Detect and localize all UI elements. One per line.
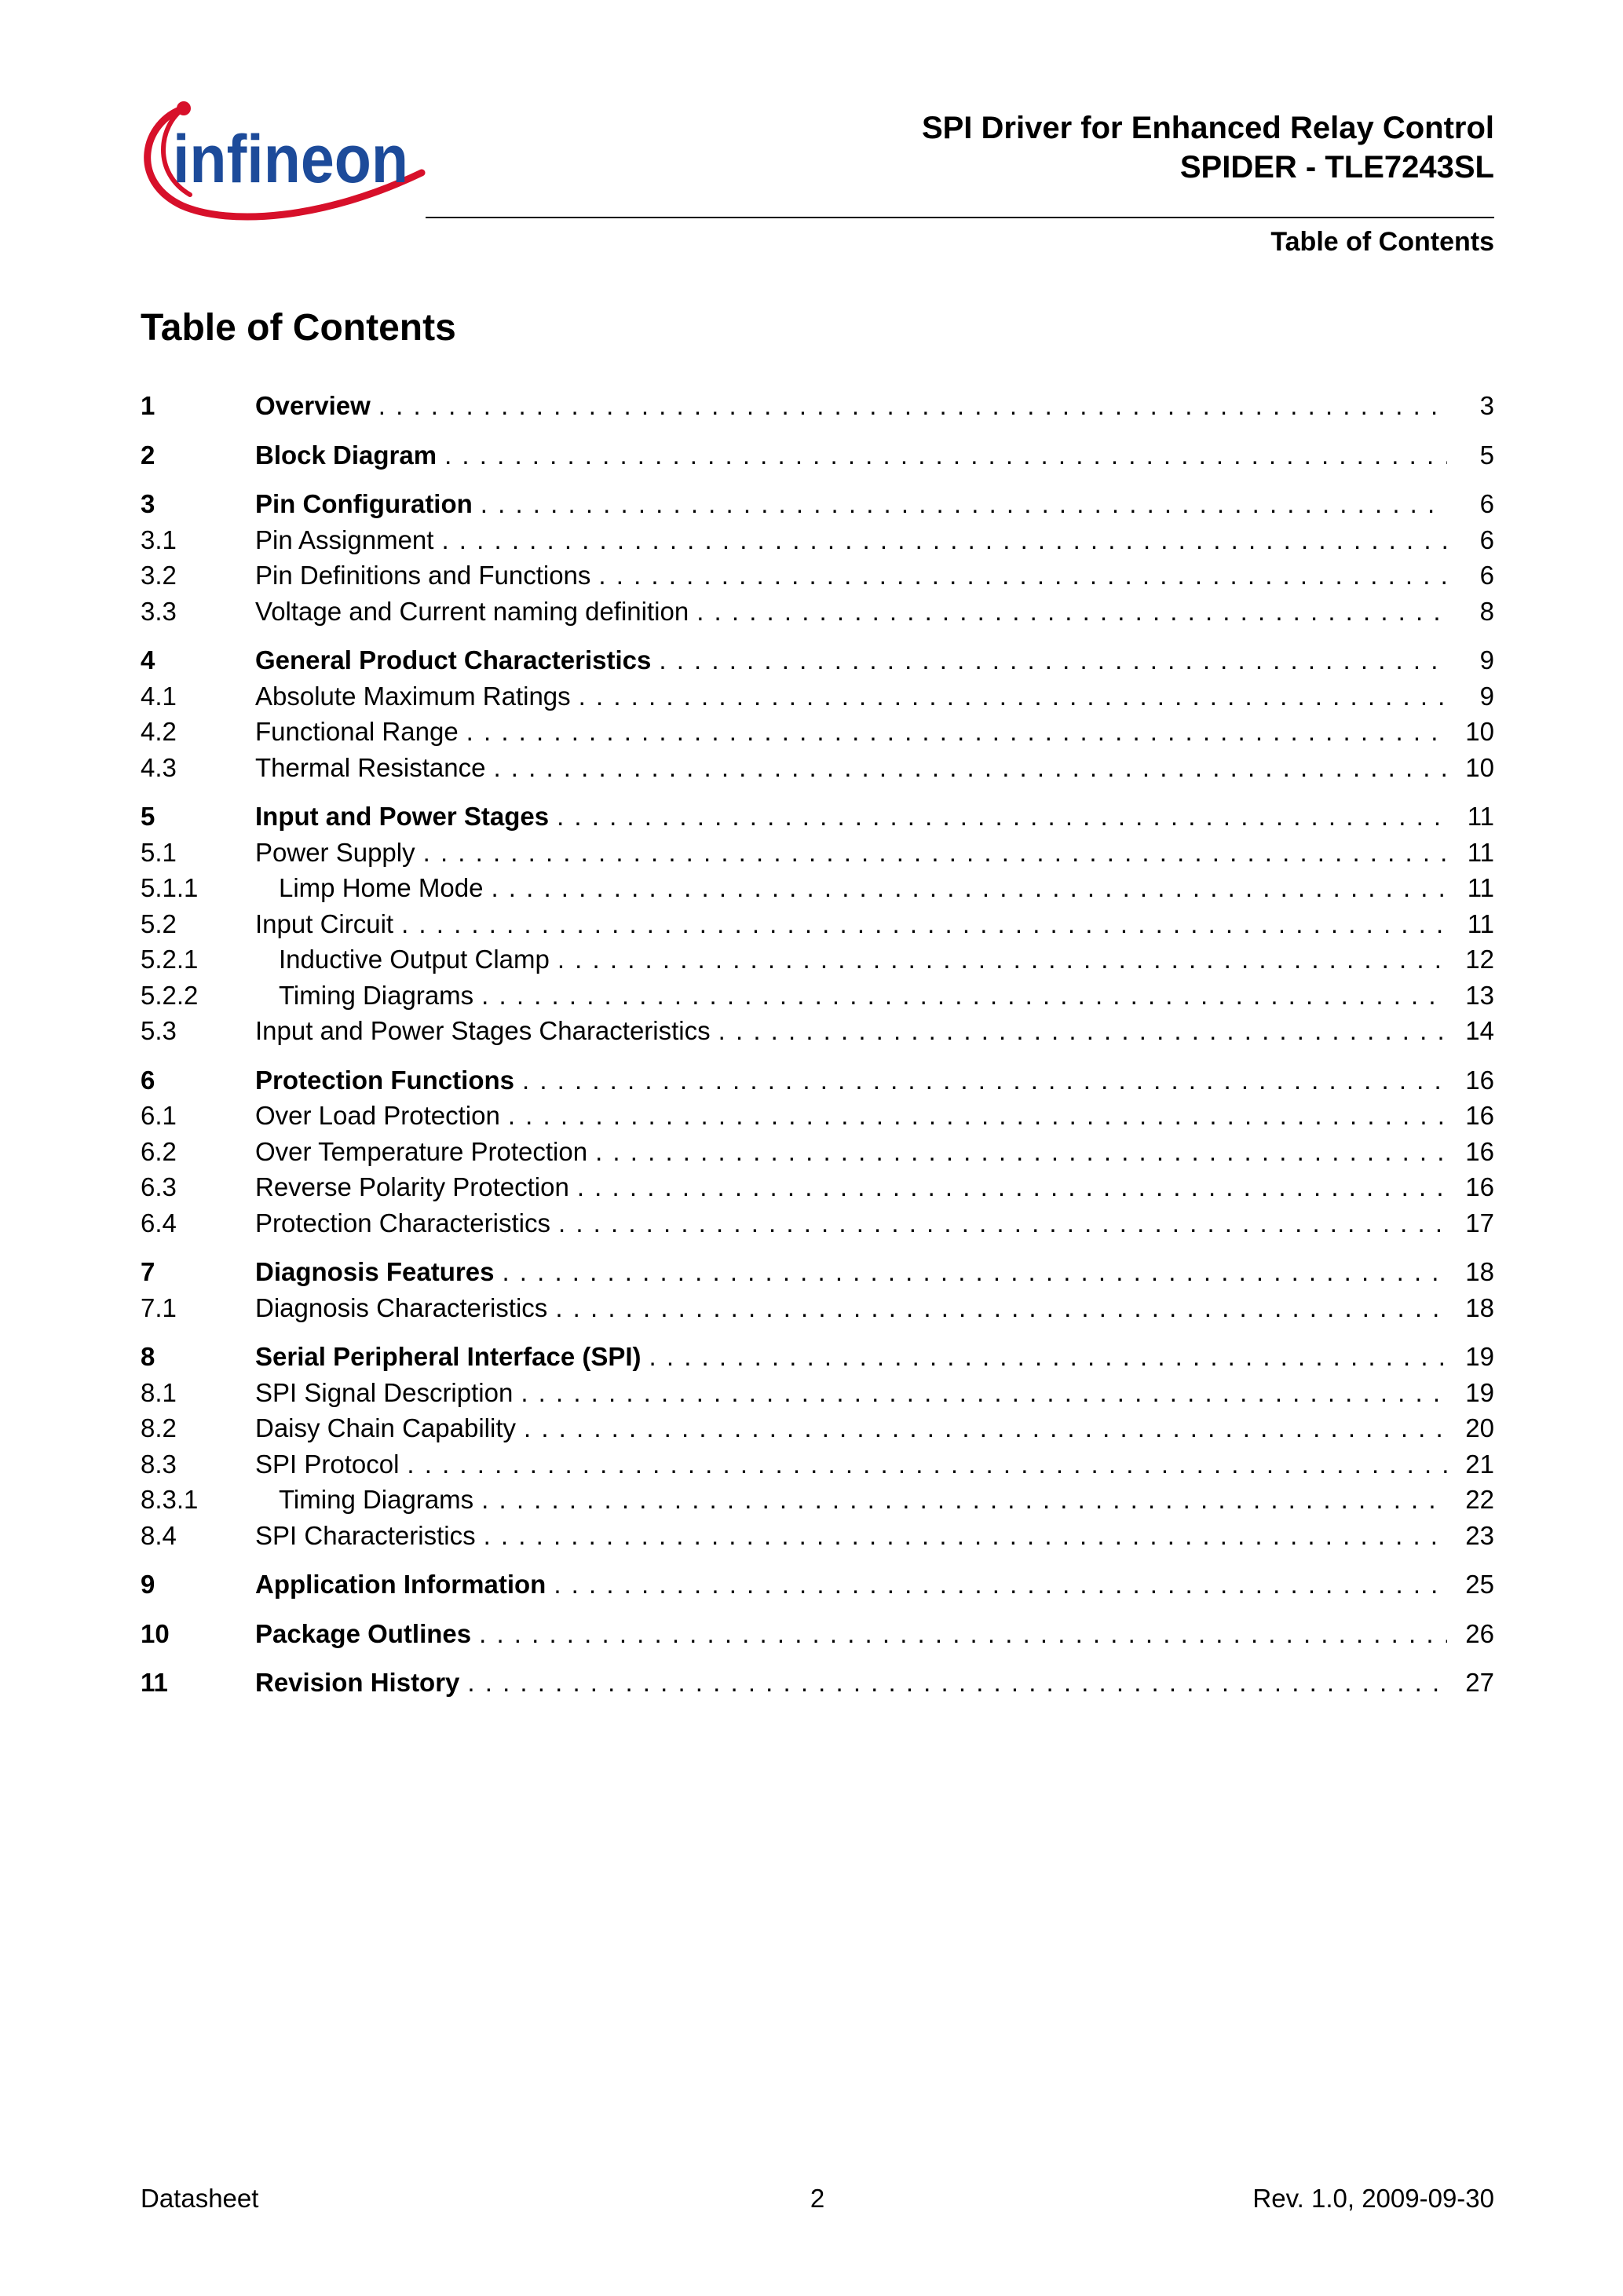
toc-entry-number: 6.3 — [141, 1172, 177, 1201]
toc-dot-leader — [467, 1668, 1447, 1698]
table-of-contents — [141, 391, 1494, 1704]
toc-entry[interactable] — [141, 1016, 1494, 1052]
footer-doc-type: Datasheet — [141, 2184, 259, 2213]
toc-dot-leader — [491, 873, 1447, 903]
toc-entry-number: 5.2 — [141, 909, 177, 938]
toc-entry[interactable] — [141, 1668, 1494, 1704]
toc-entry[interactable] — [141, 1172, 1494, 1208]
toc-entry-number: 10 — [141, 1618, 170, 1648]
toc-entry-title[interactable]: Limp Home Mode — [279, 873, 484, 902]
logo-text: infineon — [173, 122, 408, 197]
toc-dot-leader — [481, 981, 1447, 1011]
toc-entry-title[interactable]: Pin Configuration — [255, 489, 473, 518]
toc-entry[interactable] — [141, 1521, 1494, 1557]
toc-entry-title[interactable]: Diagnosis Features — [255, 1257, 495, 1286]
toc-entry-page[interactable]: 5 — [1479, 440, 1494, 470]
toc-entry-number: 5.1 — [141, 837, 177, 867]
footer-page-number: 2 — [810, 2184, 825, 2213]
toc-dot-leader — [579, 682, 1447, 711]
toc-entry-number: 4 — [141, 645, 155, 675]
toc-entry-number: 8.3 — [141, 1449, 177, 1479]
page-title: Table of Contents — [141, 307, 456, 349]
toc-entry-title[interactable]: Package Outlines — [255, 1618, 472, 1648]
toc-entry-page[interactable]: 12 — [1465, 945, 1494, 974]
toc-entry-title[interactable]: Protection Characteristics — [255, 1208, 550, 1238]
toc-dot-leader — [598, 561, 1447, 590]
toc-entry[interactable] — [141, 561, 1494, 597]
header-section-label: Table of Contents — [1270, 227, 1494, 257]
toc-entry-page[interactable]: 16 — [1465, 1172, 1494, 1201]
header-divider — [426, 217, 1494, 218]
toc-entry-title[interactable]: SPI Protocol — [255, 1449, 400, 1479]
toc-entry-title[interactable]: Functional Range — [255, 717, 459, 746]
toc-entry-title[interactable]: Input Circuit — [255, 909, 394, 938]
toc-entry-page[interactable]: 25 — [1465, 1570, 1494, 1599]
toc-entry-number: 4.2 — [141, 717, 177, 746]
toc-entry[interactable] — [141, 1450, 1494, 1486]
toc-dot-leader — [557, 945, 1447, 974]
toc-entry[interactable] — [141, 717, 1494, 753]
toc-entry-title[interactable]: Over Load Protection — [255, 1101, 500, 1130]
toc-entry[interactable] — [141, 1137, 1494, 1173]
toc-entry[interactable] — [141, 682, 1494, 718]
toc-entry-number: 8.3.1 — [141, 1485, 199, 1514]
toc-entry-title[interactable]: Voltage and Current naming definition — [255, 596, 689, 626]
toc-dot-leader — [521, 1378, 1447, 1408]
toc-entry[interactable] — [141, 1378, 1494, 1414]
toc-entry-title[interactable]: Reverse Polarity Protection — [255, 1172, 569, 1201]
toc-entry-title[interactable]: SPI Characteristics — [255, 1520, 476, 1550]
toc-dot-leader — [557, 802, 1447, 832]
toc-entry-title[interactable]: Thermal Resistance — [255, 752, 486, 782]
toc-entry-page[interactable]: 13 — [1465, 980, 1494, 1010]
toc-dot-leader — [696, 597, 1447, 627]
toc-dot-leader — [407, 1450, 1447, 1479]
toc-entry-title[interactable]: Application Information — [255, 1570, 546, 1599]
toc-entry[interactable] — [141, 645, 1494, 682]
toc-entry-page[interactable]: 20 — [1465, 1413, 1494, 1442]
toc-entry-number: 8.2 — [141, 1413, 177, 1442]
toc-entry-page[interactable]: 6 — [1479, 489, 1494, 518]
toc-entry-title[interactable]: Absolute Maximum Ratings — [255, 681, 571, 711]
toc-entry[interactable] — [141, 802, 1494, 838]
toc-entry[interactable] — [141, 489, 1494, 525]
toc-entry-title[interactable]: Pin Definitions and Functions — [255, 561, 591, 590]
toc-entry[interactable] — [141, 873, 1494, 909]
toc-entry-page[interactable]: 16 — [1465, 1136, 1494, 1166]
toc-entry-page[interactable]: 3 — [1479, 391, 1494, 420]
toc-dot-leader — [444, 441, 1447, 470]
toc-entry-number: 3.2 — [141, 561, 177, 590]
toc-entry-page[interactable]: 19 — [1465, 1342, 1494, 1371]
toc-entry-number: 5 — [141, 802, 155, 831]
toc-dot-leader — [554, 1570, 1447, 1600]
toc-dot-leader — [481, 1485, 1447, 1515]
toc-entry-page[interactable]: 16 — [1465, 1101, 1494, 1130]
toc-entry-title[interactable]: Daisy Chain Capability — [255, 1413, 516, 1442]
toc-entry-number: 11 — [141, 1668, 168, 1697]
toc-entry-page[interactable]: 17 — [1465, 1208, 1494, 1238]
toc-entry-page[interactable]: 9 — [1479, 681, 1494, 711]
toc-dot-leader — [555, 1293, 1447, 1323]
toc-entry-number: 5.2.1 — [141, 945, 199, 974]
toc-entry-number: 3 — [141, 489, 155, 518]
document-title — [922, 108, 1494, 187]
toc-entry-number: 9 — [141, 1570, 155, 1599]
toc-entry[interactable] — [141, 1485, 1494, 1521]
toc-entry-page[interactable]: 14 — [1465, 1016, 1494, 1045]
toc-entry-number: 3.1 — [141, 525, 177, 554]
toc-dot-leader — [502, 1257, 1447, 1287]
toc-dot-leader — [466, 717, 1447, 747]
toc-entry-page[interactable]: 11 — [1467, 909, 1494, 938]
toc-dot-leader — [493, 753, 1447, 783]
toc-entry-page[interactable]: 11 — [1467, 873, 1494, 902]
toc-entry-number: 3.3 — [141, 596, 177, 626]
toc-entry-number: 7.1 — [141, 1292, 177, 1322]
toc-entry-number: 6.4 — [141, 1208, 177, 1238]
toc-entry-page[interactable]: 18 — [1465, 1292, 1494, 1322]
toc-entry-title[interactable]: Diagnosis Characteristics — [255, 1292, 548, 1322]
toc-entry-page[interactable]: 9 — [1479, 645, 1494, 675]
toc-dot-leader — [481, 489, 1447, 519]
toc-dot-leader — [479, 1619, 1447, 1649]
toc-entry-number: 5.3 — [141, 1016, 177, 1045]
toc-entry[interactable] — [141, 1413, 1494, 1450]
toc-dot-leader — [508, 1101, 1447, 1131]
toc-entry[interactable] — [141, 981, 1494, 1017]
toc-entry-number: 4.1 — [141, 681, 177, 711]
toc-entry-page[interactable]: 10 — [1465, 717, 1494, 746]
toc-entry-number: 8.1 — [141, 1377, 177, 1407]
toc-entry[interactable] — [141, 525, 1494, 561]
toc-entry-title[interactable]: Pin Assignment — [255, 525, 434, 554]
toc-entry-number: 1 — [141, 391, 155, 420]
toc-entry-title[interactable]: Input and Power Stages — [255, 802, 550, 831]
toc-entry-page[interactable]: 18 — [1465, 1257, 1494, 1286]
toc-dot-leader — [524, 1413, 1447, 1443]
toc-entry-page[interactable]: 22 — [1465, 1485, 1494, 1514]
toc-entry-page[interactable]: 26 — [1465, 1618, 1494, 1648]
toc-entry-page[interactable]: 11 — [1467, 837, 1494, 867]
toc-entry-title[interactable]: Block Diagram — [255, 440, 437, 470]
toc-entry-page[interactable]: 6 — [1479, 525, 1494, 554]
toc-entry-page[interactable]: 16 — [1465, 1065, 1494, 1095]
infineon-logo — [135, 86, 433, 228]
toc-entry-number: 5.1.1 — [141, 873, 199, 902]
toc-dot-leader — [595, 1137, 1447, 1167]
toc-entry[interactable] — [141, 441, 1494, 477]
toc-entry-title[interactable]: Inductive Output Clamp — [279, 945, 550, 974]
toc-entry-number: 4.3 — [141, 752, 177, 782]
toc-entry-title[interactable]: SPI Signal Description — [255, 1377, 514, 1407]
toc-entry-page[interactable]: 27 — [1465, 1668, 1494, 1697]
toc-entry[interactable] — [141, 838, 1494, 874]
toc-entry-title[interactable]: Timing Diagrams — [279, 1485, 474, 1514]
toc-entry-page[interactable]: 6 — [1479, 561, 1494, 590]
toc-entry-number: 6.2 — [141, 1136, 177, 1166]
toc-entry[interactable] — [141, 1066, 1494, 1102]
toc-entry-page[interactable]: 19 — [1465, 1377, 1494, 1407]
toc-entry[interactable] — [141, 1342, 1494, 1378]
toc-entry-title[interactable]: Serial Peripheral Interface (SPI) — [255, 1342, 642, 1371]
toc-entry-title[interactable]: Protection Functions — [255, 1065, 514, 1095]
toc-entry-number: 6 — [141, 1065, 155, 1095]
toc-entry-number: 5.2.2 — [141, 980, 199, 1010]
toc-dot-leader — [423, 838, 1447, 868]
toc-dot-leader — [718, 1016, 1447, 1046]
toc-entry-number: 7 — [141, 1257, 155, 1286]
toc-dot-leader — [484, 1521, 1447, 1551]
toc-entry-title[interactable]: Overview — [255, 391, 371, 420]
toc-entry[interactable] — [141, 1619, 1494, 1655]
toc-entry[interactable] — [141, 1257, 1494, 1293]
toc-entry-page[interactable]: 23 — [1465, 1520, 1494, 1550]
toc-dot-leader — [378, 391, 1447, 421]
toc-dot-leader — [522, 1066, 1447, 1095]
toc-dot-leader — [401, 909, 1447, 939]
logo-dot — [177, 101, 191, 115]
toc-entry-number: 8 — [141, 1342, 155, 1371]
toc-entry[interactable] — [141, 1570, 1494, 1606]
toc-entry[interactable] — [141, 909, 1494, 945]
toc-entry[interactable] — [141, 945, 1494, 981]
toc-entry-title[interactable]: Power Supply — [255, 837, 415, 867]
toc-dot-leader — [659, 645, 1447, 675]
toc-dot-leader — [441, 525, 1447, 555]
toc-entry-page[interactable]: 10 — [1465, 752, 1494, 782]
toc-entry[interactable] — [141, 1101, 1494, 1137]
toc-entry-number: 2 — [141, 440, 155, 470]
toc-entry-title[interactable]: General Product Characteristics — [255, 645, 652, 675]
toc-entry-number: 6.1 — [141, 1101, 177, 1130]
toc-entry[interactable] — [141, 391, 1494, 427]
toc-entry[interactable] — [141, 753, 1494, 789]
infineon-logo-graphic — [135, 86, 433, 228]
toc-dot-leader — [649, 1342, 1447, 1372]
toc-entry-title[interactable]: Revision History — [255, 1668, 460, 1697]
toc-entry-title[interactable]: Timing Diagrams — [279, 980, 474, 1010]
toc-dot-leader — [558, 1208, 1447, 1238]
document-title-line1: SPI Driver for Enhanced Relay Control — [921, 111, 1494, 145]
toc-entry[interactable] — [141, 1208, 1494, 1245]
footer-revision: Rev. 1.0, 2009-09-30 — [1252, 2184, 1494, 2213]
toc-entry[interactable] — [141, 597, 1494, 633]
toc-entry-page[interactable]: 8 — [1479, 596, 1494, 626]
toc-entry[interactable] — [141, 1293, 1494, 1329]
toc-entry-page[interactable]: 11 — [1467, 802, 1494, 831]
toc-entry-title[interactable]: Input and Power Stages Characteristics — [255, 1016, 711, 1045]
document-title-line2: SPIDER - TLE7243SL — [1179, 150, 1494, 185]
toc-dot-leader — [577, 1172, 1447, 1202]
toc-entry-page[interactable]: 21 — [1465, 1449, 1494, 1479]
toc-entry-number: 8.4 — [141, 1520, 177, 1550]
toc-entry-title[interactable]: Over Temperature Protection — [255, 1136, 588, 1166]
